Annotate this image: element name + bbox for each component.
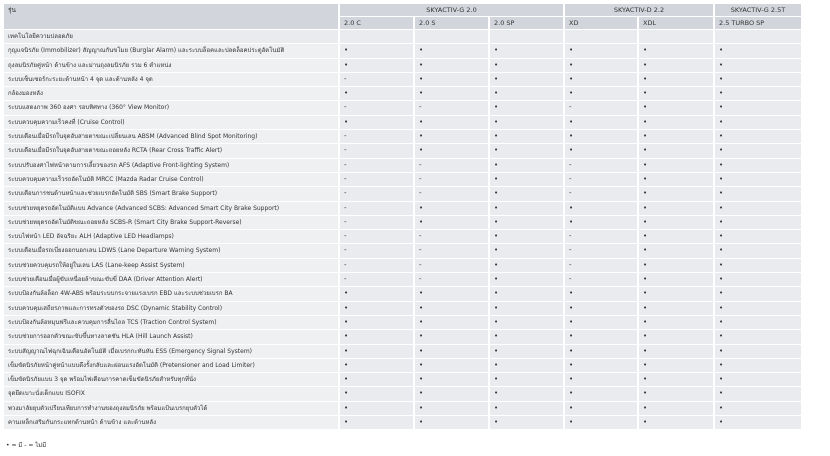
availability-mark: • bbox=[415, 202, 488, 215]
availability-mark: - bbox=[415, 244, 488, 257]
availability-mark: - bbox=[565, 259, 637, 272]
table-row bbox=[4, 316, 801, 329]
table-row bbox=[4, 416, 801, 429]
availability-mark: • bbox=[490, 302, 563, 315]
availability-mark: • bbox=[565, 387, 637, 400]
feature-label: ระบบควบคุมความเร็วคงที่ (Cruise Control) bbox=[4, 116, 338, 129]
availability-mark: • bbox=[565, 302, 637, 315]
availability-mark: • bbox=[565, 287, 637, 300]
feature-label: ระบบไฟหน้า LED อัจฉริยะ ALH (Adaptive LED Headlamps) bbox=[4, 230, 338, 243]
availability-mark: - bbox=[415, 187, 488, 200]
table-row bbox=[4, 216, 801, 229]
availability-mark: • bbox=[415, 359, 488, 372]
table-row bbox=[4, 230, 801, 243]
availability-mark: • bbox=[639, 130, 713, 143]
table-row bbox=[4, 44, 801, 57]
availability-mark: • bbox=[490, 359, 563, 372]
availability-mark: • bbox=[415, 402, 488, 415]
grade-header: 2.5 TURBO SP bbox=[715, 17, 801, 29]
table-row bbox=[4, 73, 801, 86]
availability-mark: - bbox=[340, 187, 413, 200]
availability-mark: • bbox=[715, 345, 801, 358]
feature-label: ระบบควบคุมความเร็วรถอัตโนมัติ MRCC (Mazda Radar Cruise Control) bbox=[4, 173, 338, 186]
availability-mark: - bbox=[340, 202, 413, 215]
table-row bbox=[4, 144, 801, 157]
table-row bbox=[4, 273, 801, 286]
availability-mark: - bbox=[415, 159, 488, 172]
availability-mark: • bbox=[715, 230, 801, 243]
availability-mark: • bbox=[490, 216, 563, 229]
availability-mark: • bbox=[639, 230, 713, 243]
availability-mark: • bbox=[639, 73, 713, 86]
availability-mark: • bbox=[639, 159, 713, 172]
availability-mark: • bbox=[490, 259, 563, 272]
availability-mark: • bbox=[490, 330, 563, 343]
availability-mark: • bbox=[490, 187, 563, 200]
section-title-row bbox=[4, 30, 801, 43]
availability-mark: • bbox=[715, 202, 801, 215]
availability-mark: - bbox=[565, 273, 637, 286]
feature-label: ระบบควบคุมเสถียรภาพและการทรงตัวของรถ DSC (Dynamic Stability Control) bbox=[4, 302, 338, 315]
table-row bbox=[4, 302, 801, 315]
feature-label: ระบบช่วยควบคุมรถให้อยู่ในเลน LAS (Lane-keep Assist System) bbox=[4, 259, 338, 272]
feature-label: ระบบปรับองศาไฟหน้าตามการเลี้ยวของรถ AFS (Adaptive Front-lighting System) bbox=[4, 159, 338, 172]
availability-mark: • bbox=[340, 302, 413, 315]
availability-mark: • bbox=[715, 359, 801, 372]
feature-label: ระบบช่วยเตือนเมื่อผู้ขับเหนื่อยล้าขณะขับขี่ DAA (Driver Attention Alert) bbox=[4, 273, 338, 286]
availability-mark: - bbox=[415, 259, 488, 272]
availability-mark: • bbox=[715, 302, 801, 315]
availability-mark: • bbox=[565, 202, 637, 215]
table-row bbox=[4, 116, 801, 129]
availability-mark: - bbox=[565, 187, 637, 200]
table-row bbox=[4, 287, 801, 300]
availability-mark: • bbox=[715, 259, 801, 272]
availability-mark: • bbox=[715, 144, 801, 157]
availability-mark: • bbox=[715, 173, 801, 186]
availability-mark: • bbox=[490, 73, 563, 86]
availability-mark: • bbox=[639, 259, 713, 272]
availability-mark: - bbox=[340, 216, 413, 229]
feature-label: ระบบป้องกันล้อหมุนฟรีและควบคุมการลื่นไถล TCS (Traction Control System) bbox=[4, 316, 338, 329]
availability-mark: • bbox=[490, 402, 563, 415]
availability-mark: • bbox=[415, 130, 488, 143]
availability-mark: • bbox=[639, 101, 713, 114]
feature-label: ระบบเตือนการชนด้านหน้าและช่วยเบรกอัตโนมัติ SBS (Smart Brake Support) bbox=[4, 187, 338, 200]
table-row bbox=[4, 87, 801, 100]
feature-label: ระบบช่วยหยุดรถอัตโนมัติขณะถอยหลัง SCBS-R (Smart City Brake Support-Reverse) bbox=[4, 216, 338, 229]
group-skyactiv-g-2-0: SKYACTIV-G 2.0 bbox=[340, 4, 563, 16]
availability-mark: • bbox=[565, 373, 637, 386]
availability-mark: - bbox=[565, 230, 637, 243]
availability-mark: • bbox=[565, 402, 637, 415]
availability-mark: • bbox=[490, 44, 563, 57]
availability-mark: • bbox=[340, 87, 413, 100]
table-row bbox=[4, 173, 801, 186]
grade-header: XDL bbox=[639, 17, 713, 29]
feature-label: ระบบช่วยหยุดรถอัตโนมัติแบบ Advance (Advanced SCBS: Advanced Smart City Brake Support) bbox=[4, 202, 338, 215]
availability-mark: • bbox=[490, 244, 563, 257]
availability-mark: • bbox=[340, 387, 413, 400]
availability-mark: • bbox=[415, 59, 488, 72]
availability-mark: • bbox=[340, 59, 413, 72]
availability-mark: • bbox=[715, 187, 801, 200]
availability-mark: • bbox=[639, 216, 713, 229]
availability-mark: • bbox=[490, 101, 563, 114]
availability-mark: • bbox=[415, 345, 488, 358]
availability-mark: • bbox=[715, 216, 801, 229]
availability-mark: • bbox=[715, 273, 801, 286]
availability-mark: • bbox=[340, 44, 413, 57]
availability-mark: - bbox=[340, 273, 413, 286]
availability-mark: • bbox=[490, 173, 563, 186]
table-row bbox=[4, 159, 801, 172]
availability-mark: • bbox=[415, 330, 488, 343]
availability-mark: • bbox=[490, 87, 563, 100]
availability-mark: • bbox=[490, 345, 563, 358]
availability-mark: • bbox=[490, 230, 563, 243]
availability-mark: • bbox=[639, 316, 713, 329]
availability-mark: • bbox=[340, 373, 413, 386]
table-row bbox=[4, 101, 801, 114]
availability-mark: • bbox=[490, 273, 563, 286]
availability-mark: • bbox=[490, 202, 563, 215]
grade-header: XD bbox=[565, 17, 637, 29]
availability-mark: • bbox=[639, 345, 713, 358]
availability-mark: - bbox=[340, 130, 413, 143]
availability-mark: • bbox=[415, 87, 488, 100]
grade-header: 2.0 S bbox=[415, 17, 488, 29]
feature-label: เข็มขัดนิรภัยแบบ 3 จุด พร้อมไฟเตือนการคาดเข็มขัดนิรภัยสำหรับทุกที่นั่ง bbox=[4, 373, 338, 386]
availability-mark: - bbox=[565, 244, 637, 257]
availability-mark: • bbox=[715, 330, 801, 343]
feature-label: ระบบแสดงภาพ 360 องศา รอบทิศทาง (360° View Monitor) bbox=[4, 101, 338, 114]
feature-label: คานเหล็กเสริมกันกระแทกด้านหน้า ด้านข้าง และด้านหลัง bbox=[4, 416, 338, 429]
availability-mark: • bbox=[715, 402, 801, 415]
table-row bbox=[4, 330, 801, 343]
availability-mark: • bbox=[639, 416, 713, 429]
availability-mark: - bbox=[340, 259, 413, 272]
availability-mark: - bbox=[340, 159, 413, 172]
availability-mark: • bbox=[639, 144, 713, 157]
availability-mark: • bbox=[565, 44, 637, 57]
availability-mark: • bbox=[340, 330, 413, 343]
availability-mark: • bbox=[715, 373, 801, 386]
availability-mark: • bbox=[565, 330, 637, 343]
availability-mark: - bbox=[340, 173, 413, 186]
availability-mark: - bbox=[415, 230, 488, 243]
feature-label: กุญแจนิรภัย (Immobilizer) สัญญาณกันขโมย (Burglar Alarm) และระบบล็อคและปลดล็อคประตูอัตโนมัติ bbox=[4, 44, 338, 57]
availability-mark: - bbox=[340, 73, 413, 86]
availability-mark: • bbox=[639, 59, 713, 72]
availability-mark: • bbox=[715, 44, 801, 57]
availability-mark: • bbox=[715, 316, 801, 329]
availability-mark: • bbox=[490, 130, 563, 143]
table-row bbox=[4, 59, 801, 72]
availability-mark: • bbox=[490, 316, 563, 329]
grade-header: 2.0 C bbox=[340, 17, 413, 29]
table-row bbox=[4, 202, 801, 215]
availability-mark: • bbox=[639, 244, 713, 257]
feature-label: ระบบป้องกันล้อล็อก 4W-ABS พร้อมระบบกระจายแรงเบรก EBD และระบบช่วยเบรก BA bbox=[4, 287, 338, 300]
availability-mark: • bbox=[490, 116, 563, 129]
availability-mark: - bbox=[565, 173, 637, 186]
availability-mark: - bbox=[415, 273, 488, 286]
availability-mark: • bbox=[415, 116, 488, 129]
table-row bbox=[4, 359, 801, 372]
feature-label: ระบบเซ็นเซอร์กะระยะด้านหน้า 4 จุด และด้านหลัง 4 จุด bbox=[4, 73, 338, 86]
header-groups-row bbox=[4, 4, 801, 16]
availability-mark: • bbox=[565, 316, 637, 329]
availability-mark: • bbox=[415, 302, 488, 315]
availability-mark: • bbox=[639, 402, 713, 415]
feature-label: พวงมาลัยยุบตัวเปรียบเทียบการทำงานของถุงลมนิรภัย พร้อมแป้นเบรกยุบตัวได้ bbox=[4, 402, 338, 415]
availability-mark: • bbox=[415, 287, 488, 300]
availability-mark: • bbox=[340, 116, 413, 129]
availability-mark: - bbox=[415, 173, 488, 186]
availability-mark: • bbox=[565, 416, 637, 429]
availability-mark: • bbox=[415, 73, 488, 86]
feature-label: ระบบเตือนเมื่อมีรถในจุดอับสายตาขณะเปลี่ยนเลน ABSM (Advanced Blind Spot Monitoring) bbox=[4, 130, 338, 143]
legend: • = มี - = ไม่มี bbox=[6, 442, 47, 449]
availability-mark: • bbox=[639, 44, 713, 57]
availability-mark: • bbox=[715, 73, 801, 86]
group-skyactiv-d-2-2: SKYACTIV-D 2.2 bbox=[565, 4, 713, 16]
group-skyactiv-g-2-5t: SKYACTIV-G 2.5T bbox=[715, 4, 801, 16]
availability-mark: • bbox=[415, 216, 488, 229]
feature-label: จุดยึดเบาะนั่งเด็กแบบ ISOFIX bbox=[4, 387, 338, 400]
feature-label: เข็มขัดนิรภัยหน้าคู่หน้าแบบดึงรั้งกลับและผ่อนแรงอัตโนมัติ (Pretensioner and Load Limiter) bbox=[4, 359, 338, 372]
table-row bbox=[4, 373, 801, 386]
availability-mark: • bbox=[340, 359, 413, 372]
availability-mark: • bbox=[565, 216, 637, 229]
availability-mark: - bbox=[415, 101, 488, 114]
feature-label: ระบบสัญญาณไฟฉุกเฉินเตือนอัตโนมัติ เมื่อเบรกกะทันหัน ESS (Emergency Signal System) bbox=[4, 345, 338, 358]
availability-mark: • bbox=[490, 387, 563, 400]
table-row bbox=[4, 387, 801, 400]
availability-mark: • bbox=[490, 159, 563, 172]
availability-mark: • bbox=[715, 116, 801, 129]
availability-mark: • bbox=[565, 59, 637, 72]
availability-mark: - bbox=[340, 144, 413, 157]
availability-mark: • bbox=[715, 101, 801, 114]
feature-label: ระบบเตือนเมื่อมีรถในจุดอับสายตาขณะถอยหลัง RCTA (Rear Cross Traffic Alert) bbox=[4, 144, 338, 157]
availability-mark: • bbox=[715, 159, 801, 172]
availability-mark: • bbox=[715, 130, 801, 143]
availability-mark: • bbox=[639, 273, 713, 286]
availability-mark: • bbox=[415, 316, 488, 329]
safety-spec-table bbox=[2, 3, 803, 430]
availability-mark: • bbox=[490, 373, 563, 386]
availability-mark: • bbox=[715, 287, 801, 300]
availability-mark: • bbox=[639, 87, 713, 100]
availability-mark: • bbox=[565, 73, 637, 86]
availability-mark: • bbox=[639, 387, 713, 400]
table-row bbox=[4, 402, 801, 415]
availability-mark: - bbox=[565, 159, 637, 172]
availability-mark: • bbox=[565, 144, 637, 157]
availability-mark: • bbox=[565, 359, 637, 372]
availability-mark: • bbox=[715, 87, 801, 100]
availability-mark: • bbox=[639, 173, 713, 186]
availability-mark: - bbox=[340, 244, 413, 257]
grade-header: 2.0 SP bbox=[490, 17, 563, 29]
availability-mark: • bbox=[415, 387, 488, 400]
table-row bbox=[4, 130, 801, 143]
section-title: เทคโนโลยีความปลอดภัย bbox=[4, 30, 338, 43]
availability-mark: • bbox=[490, 59, 563, 72]
availability-mark: • bbox=[639, 202, 713, 215]
availability-mark: - bbox=[340, 230, 413, 243]
availability-mark: • bbox=[415, 416, 488, 429]
availability-mark: • bbox=[415, 44, 488, 57]
availability-mark: • bbox=[639, 116, 713, 129]
availability-mark: • bbox=[639, 359, 713, 372]
availability-mark: • bbox=[639, 302, 713, 315]
availability-mark: • bbox=[415, 144, 488, 157]
availability-mark: • bbox=[565, 130, 637, 143]
table-row bbox=[4, 345, 801, 358]
availability-mark: • bbox=[565, 87, 637, 100]
availability-mark: • bbox=[565, 116, 637, 129]
table-row bbox=[4, 187, 801, 200]
availability-mark: • bbox=[490, 416, 563, 429]
availability-mark: • bbox=[490, 287, 563, 300]
availability-mark: • bbox=[639, 187, 713, 200]
table-row bbox=[4, 259, 801, 272]
availability-mark: • bbox=[715, 59, 801, 72]
model-label: รุ่น bbox=[4, 4, 338, 29]
availability-mark: • bbox=[340, 287, 413, 300]
availability-mark: • bbox=[340, 316, 413, 329]
availability-mark: - bbox=[565, 101, 637, 114]
availability-mark: • bbox=[490, 144, 563, 157]
availability-mark: • bbox=[415, 373, 488, 386]
availability-mark: • bbox=[715, 416, 801, 429]
availability-mark: • bbox=[340, 416, 413, 429]
feature-label: กล้องมองหลัง bbox=[4, 87, 338, 100]
availability-mark: • bbox=[340, 345, 413, 358]
table-row bbox=[4, 244, 801, 257]
availability-mark: • bbox=[715, 244, 801, 257]
availability-mark: • bbox=[639, 373, 713, 386]
availability-mark: - bbox=[340, 101, 413, 114]
availability-mark: • bbox=[639, 287, 713, 300]
availability-mark: • bbox=[340, 402, 413, 415]
feature-label: ระบบช่วยการออกตัวขณะขับขึ้นทางลาดชัน HLA (Hill Launch Assist) bbox=[4, 330, 338, 343]
feature-label: ถุงลมนิรภัยคู่หน้า ด้านข้าง และม่านถุงลมนิรภัย รวม 6 ตำแหน่ง bbox=[4, 59, 338, 72]
availability-mark: • bbox=[565, 345, 637, 358]
availability-mark: • bbox=[715, 387, 801, 400]
availability-mark: • bbox=[639, 330, 713, 343]
feature-label: ระบบเตือนเมื่อรถเบี่ยงออกนอกเลน LDWS (Lane Departure Warning System) bbox=[4, 244, 338, 257]
